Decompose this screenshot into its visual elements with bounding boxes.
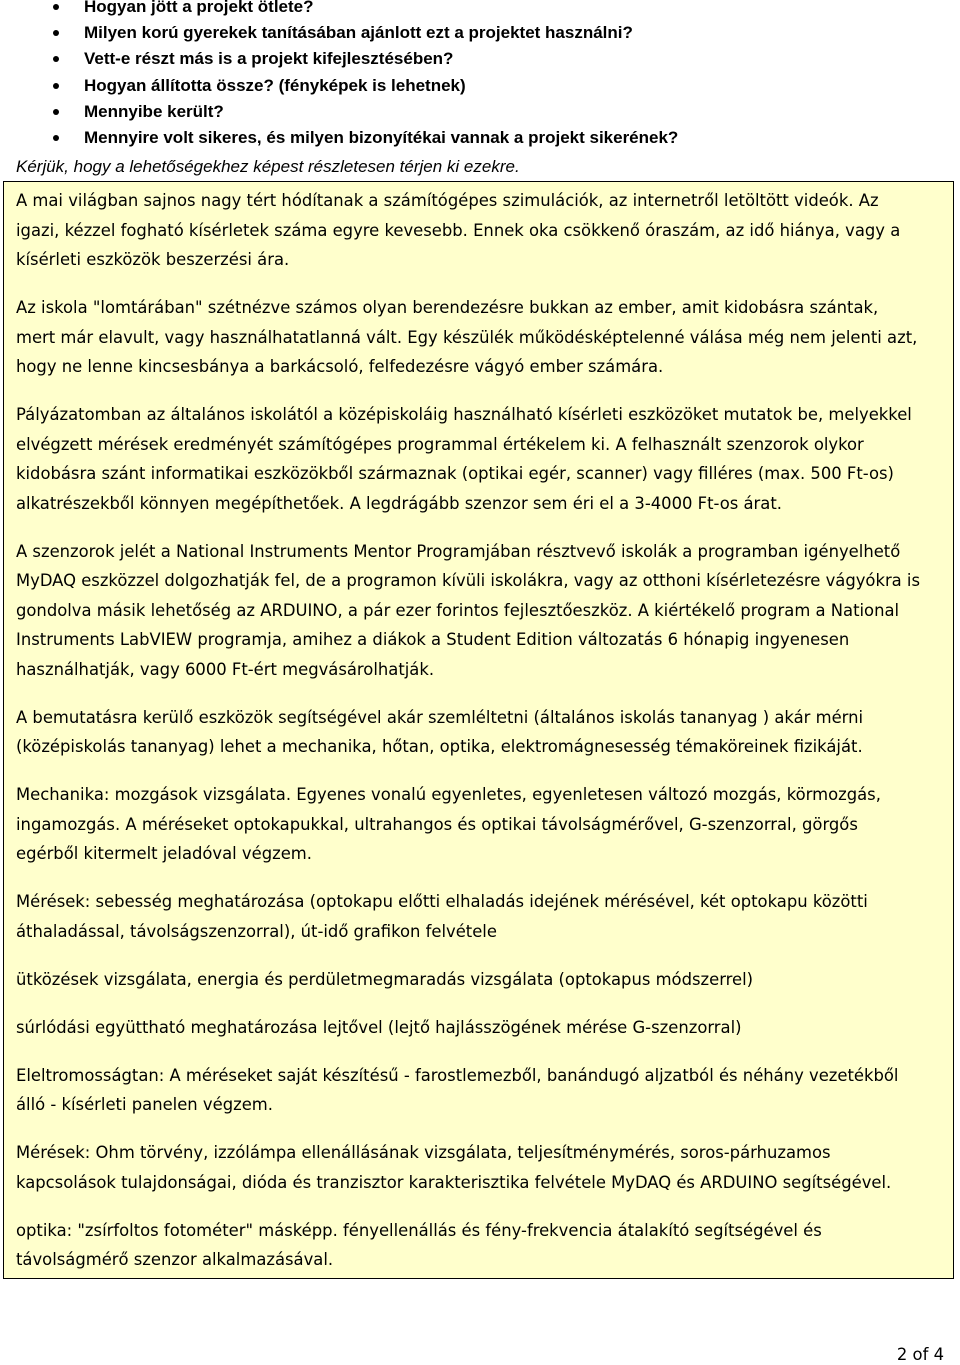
answer-paragraph: Mechanika: mozgások vizsgálata. Egyenes vonalú egyenletes, egyenletesen változó mozgás, körmozgás, ingamozgás. A méréseket optokapukkal, ultrahangos és optikai távolságmérővel, G-szenzorral, görgős egérből kitermelt jeladóval végzem. (16, 785, 881, 863)
page-number: 2 of 4 (896, 1345, 944, 1364)
bullet-icon (53, 4, 59, 10)
question-list (50, 0, 940, 151)
question-text: Milyen korú gyerekek tanításában ajánlott ezt a projektet használni? (84, 23, 633, 43)
bullet-icon (53, 135, 59, 141)
question-text: Hogyan jött a projekt ötlete? (84, 0, 314, 16)
question-item (50, 20, 940, 46)
bullet-icon (53, 56, 59, 62)
question-item (50, 99, 940, 125)
bullet-icon (53, 83, 59, 89)
answer-paragraph: Az iskola "lomtárában" szétnézve számos olyan berendezésre bukkan az ember, amit kidobásra szántak, mert már elavult, vagy használhatatlanná vált. Egy készülék működésképtelenné válása még nem jelenti azt, hogy ne lenne kincsesbánya a barkácsoló, felfedezésre vágyó ember számára. (16, 298, 918, 376)
answer-paragraph: A szenzorok jelét a National Instruments Mentor Programjában résztvevő iskolák a programban igényelhető MyDAQ eszközzel dolgozhatják fel, de a programon kívüli iskolákra, vagy az otthoni kísérletezésre vágyókra is gondolva másik lehetőség az ARDUINO, a pár ezer forintos fejlesztőeszköz. A kiértékelő program a National Instruments LabVIEW programja, amihez a diákok a Student Edition változatás 6 hónapig ingyenesen használhatják, vagy 6000 Ft-ért megvásárolhatják. (16, 541, 921, 679)
question-item (50, 46, 940, 72)
answer-paragraph: A bemutatásra kerülő eszközök segítségével akár szemléltetni (általános iskolás tananyag ) akár mérni (középiskolás tananyag) lehet a mechanika, hőtan, optika, elektromágnesesség témaköreinek fizikáját. (16, 707, 864, 756)
question-text: Mennyibe került? (84, 101, 224, 121)
answer-paragraph: Mérések: sebesség meghatározása (optokapu előtti elhaladás idejének mérésével, két optokapu közötti áthaladással, távolságszenzorral), út-idő grafikon felvétele (16, 892, 868, 941)
answer-paragraph: A mai világban sajnos nagy tért hódítanak a számítógépes szimulációk, az internetről letöltött videók. Az igazi, kézzel fogható kísérletek száma egyre kevesebb. Ennek oka csökkenő óraszám, az idő hiánya, vagy a kísérleti eszközök beszerzési ára. (16, 191, 901, 269)
bullet-icon (53, 109, 59, 115)
question-text: Mennyire volt sikeres, és milyen bizonyítékai vannak a projekt sikerének? (84, 128, 679, 148)
bullet-icon (53, 30, 59, 36)
answer-paragraph: ütközések vizsgálata, energia és perdületmegmaradás vizsgálata (optokapus módszerrel) (16, 969, 754, 989)
question-item (50, 0, 940, 20)
answer-paragraph: optika: "zsírfoltos fotométer" másképp. fényellenállás és fény-frekvencia átalakító segítségével és távolságmérő szenzor alkalmazásával. (16, 1220, 822, 1269)
answer-paragraph: Eleltromosságtan: A méréseket saját készítésű - farostlemezből, banándugó aljzatból és néhány vezetékből álló - kísérleti panelen végzem. (16, 1065, 899, 1114)
question-item (50, 73, 940, 99)
question-text: Hogyan állította össze? (fényképek is lehetnek) (84, 75, 466, 95)
answer-paragraph: Pályázatomban az általános iskolától a középiskoláig használható kísérleti eszközöket mutatok be, melyekkel elvégzett mérések eredményét számítógépes programmal értékelem ki. A felhasznált szenzorok olykor kidobásra szánt informatikai eszközökből származnak (optikai egér, scanner) vagy filléres (max. 500 Ft-os) alkatrészekből könnyen megépíthetőek. A legdrágább szenzor sem éri el a 3-4000 Ft-os árat. (16, 405, 912, 513)
answer-paragraph: Mérések: Ohm törvény, izzólámpa ellenállásának vizsgálata, teljesítménymérés, soros-párhuzamos kapcsolások tulajdonságai, dióda és tranzisztor karakterisztika felvétele MyDAQ és ARDUINO segítségével. (16, 1143, 892, 1192)
question-text: Vett-e részt más is a projekt kifejlesztésében? (84, 49, 454, 69)
answer-paragraph: súrlódási együttható meghatározása lejtővel (lejtő hajlásszögének mérése G-szenzorral) (16, 1017, 742, 1037)
answer-text-box[interactable] (3, 181, 954, 1279)
question-item (50, 125, 940, 151)
instruction-text: Kérjük, hogy a lehetőségekhez képest részletesen térjen ki ezekre. (16, 157, 520, 176)
